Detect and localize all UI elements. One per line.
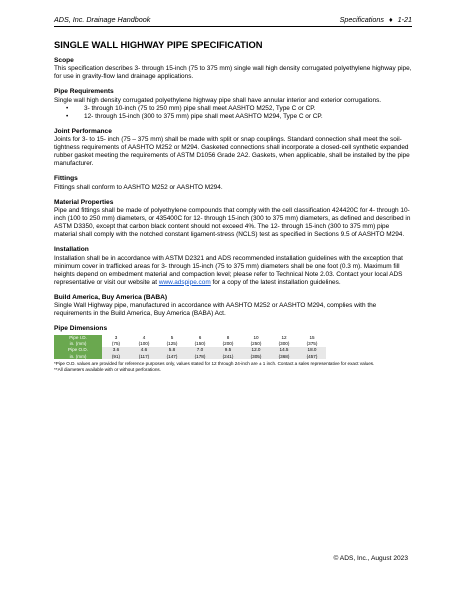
pipe-requirements-heading: Pipe Requirements — [54, 88, 114, 96]
fittings-text: Fittings shall conform to AASHTO M252 or AASHTO M294. — [54, 183, 223, 191]
pipe-requirements-text: Single wall high density corrugated polyethylene highway pipe shall have annular interior and exterior corrugations. — [54, 96, 382, 104]
list-item-text: 3- through 10-inch (75 to 250 mm) pipe shall meet AASHTO M252, Type C or CP. — [84, 104, 316, 112]
table-cell: 6 — [198, 334, 202, 340]
pipe-dimensions-heading: Pipe Dimensions — [54, 325, 108, 333]
installation-text-before: Installation shall be in accordance with ASTM D2321 and ADS recommended installation guidelines with the exception that minimum cover in trafficked areas for 3- through 15-inch (75 to 375 mm) diameters shall be one foot (0.3 m). Maximum fill heights depend on embedment material and compaction level; please refer to Technical Note 2.03. Contact your local ADS representative or visit our website at — [54, 254, 403, 286]
table-cell: 9.5 — [214, 347, 242, 353]
bullet-icon: • — [66, 112, 69, 120]
bullet-icon: • — [66, 104, 69, 112]
table-cell: 5 — [170, 334, 174, 340]
pipe-requirements-list — [54, 105, 412, 121]
joint-performance-heading: Joint Performance — [54, 127, 112, 135]
installation-text — [54, 255, 412, 287]
page-number: 1-21 — [397, 15, 412, 24]
table-cell: (117) — [130, 353, 158, 359]
baba-heading: Build America, Buy America (BABA) — [54, 293, 168, 301]
installation-text-after: for a copy of the latest installation guidelines. — [210, 278, 341, 286]
table-cell: (150) — [194, 341, 206, 347]
adspipe-website-link[interactable]: www.adspipe.com — [158, 278, 211, 286]
row-label: Pipe I.D. — [54, 335, 102, 341]
material-properties-heading: Material Properties — [54, 198, 114, 206]
table-cell: 12.0 — [242, 347, 270, 353]
row-label: in. (mm) — [54, 353, 102, 359]
table-cell: (368) — [270, 353, 298, 359]
scope-text: This specification describes 3- through 15-inch (75 to 375 mm) single wall high density corrugated polyethylene highway pipe, for use in gravity-flow land drainage applications. — [54, 65, 412, 81]
diamond-bullet-icon: ♦ — [388, 15, 393, 24]
table-cell: (305) — [242, 353, 270, 359]
document-body — [54, 39, 412, 373]
table-cell: 5.8 — [158, 347, 186, 353]
fittings-heading: Fittings — [54, 175, 78, 183]
list-item-text: 12- through 15-inch (300 to 375 mm) pipe shall meet AASHTO M294, Type C or CP. — [84, 112, 323, 120]
table-cell: 14.5 — [270, 347, 298, 353]
table-cell: 7.0 — [186, 347, 214, 353]
table-cell: (91) — [102, 353, 130, 359]
installation-heading: Installation — [54, 246, 89, 254]
table-row — [54, 353, 326, 359]
table-cell: (200) — [222, 341, 234, 347]
table-cell: 3 — [114, 334, 118, 340]
table-cell: 8 — [226, 334, 230, 340]
table-cell: (100) — [138, 341, 150, 347]
section-page-label — [337, 15, 412, 24]
table-cell: 12 — [281, 334, 287, 340]
material-properties-text: Pipe and fittings shall be made of polyethylene compounds that comply with the cell classification 424420C for 4- through 10-inch (100 to 250 mm) diameters, or 435400C for 12- through 15-inch (300 to 375 mm) diameters, as defined and described in ASTM D3350, except that carbon black content should not exceed 4%. The 12- through 15-inch (300 to 375 mm) pipe material shall comply with the notched constant ligament-stress (NCLS) test as specified in Sections 9.5 of AASHTO M294. — [54, 206, 411, 239]
table-cell: 15 — [309, 334, 315, 340]
table-cell: (125) — [166, 341, 178, 347]
row-label: Pipe O.D. — [54, 347, 102, 353]
page-title: SINGLE WALL HIGHWAY PIPE SPECIFICATION — [54, 39, 263, 50]
table-cell: (457) — [298, 353, 326, 359]
table-cell: 4 — [142, 334, 146, 340]
copyright-footer: © ADS, Inc., August 2023 — [333, 555, 408, 562]
table-footnote: **All diameters available with or without perforations. — [54, 367, 161, 373]
table-footnote: *Pipe O.D. values are provided for reference purposes only, values stated for 12 through 24-inch are ± 1 inch. Contact a sales representative for exact values. — [54, 361, 375, 367]
table-notes — [54, 361, 412, 373]
table-cell: (75) — [111, 341, 121, 347]
table-cell: 10 — [253, 334, 259, 340]
table-cell: (250) — [250, 341, 262, 347]
table-cell: 4.6 — [130, 347, 158, 353]
table-cell: (178) — [186, 353, 214, 359]
row-label: in. (mm) — [54, 341, 102, 347]
list-item — [66, 104, 412, 113]
table-cell: 18.0 — [298, 347, 326, 353]
table-cell: (147) — [158, 353, 186, 359]
table-cell: (241) — [214, 353, 242, 359]
handbook-title: ADS, Inc. Drainage Handbook — [54, 15, 151, 24]
table-cell: 3.6 — [102, 347, 130, 353]
table-cell: (300) — [278, 341, 290, 347]
pipe-dimensions-table — [54, 335, 326, 360]
table-cell: (375) — [306, 341, 318, 347]
joint-performance-text: Joints for 3- to 15- inch (75 – 375 mm) shall be made with split or snap couplings. Standard connection shall meet the soil-tightness requirements of AASHTO M252 or M294. Gasketed connections shall incorporate a closed-cell synthetic expanded rubber gasket meeting the requirements of ASTM D1056 Grade 2A2. Gaskets, when applicable, shall be installed by the pipe manufacturer. — [54, 136, 410, 168]
baba-text: Single Wall Highway pipe, manufactured in accordance with AASHTO M252 or AASHTO M294, complies with the requirements in the Build America, Buy America (BABA) Act. — [54, 302, 377, 318]
list-item — [66, 112, 412, 121]
page-header — [54, 14, 412, 27]
section-name: Specifications — [339, 15, 384, 24]
scope-heading: Scope — [54, 57, 74, 64]
